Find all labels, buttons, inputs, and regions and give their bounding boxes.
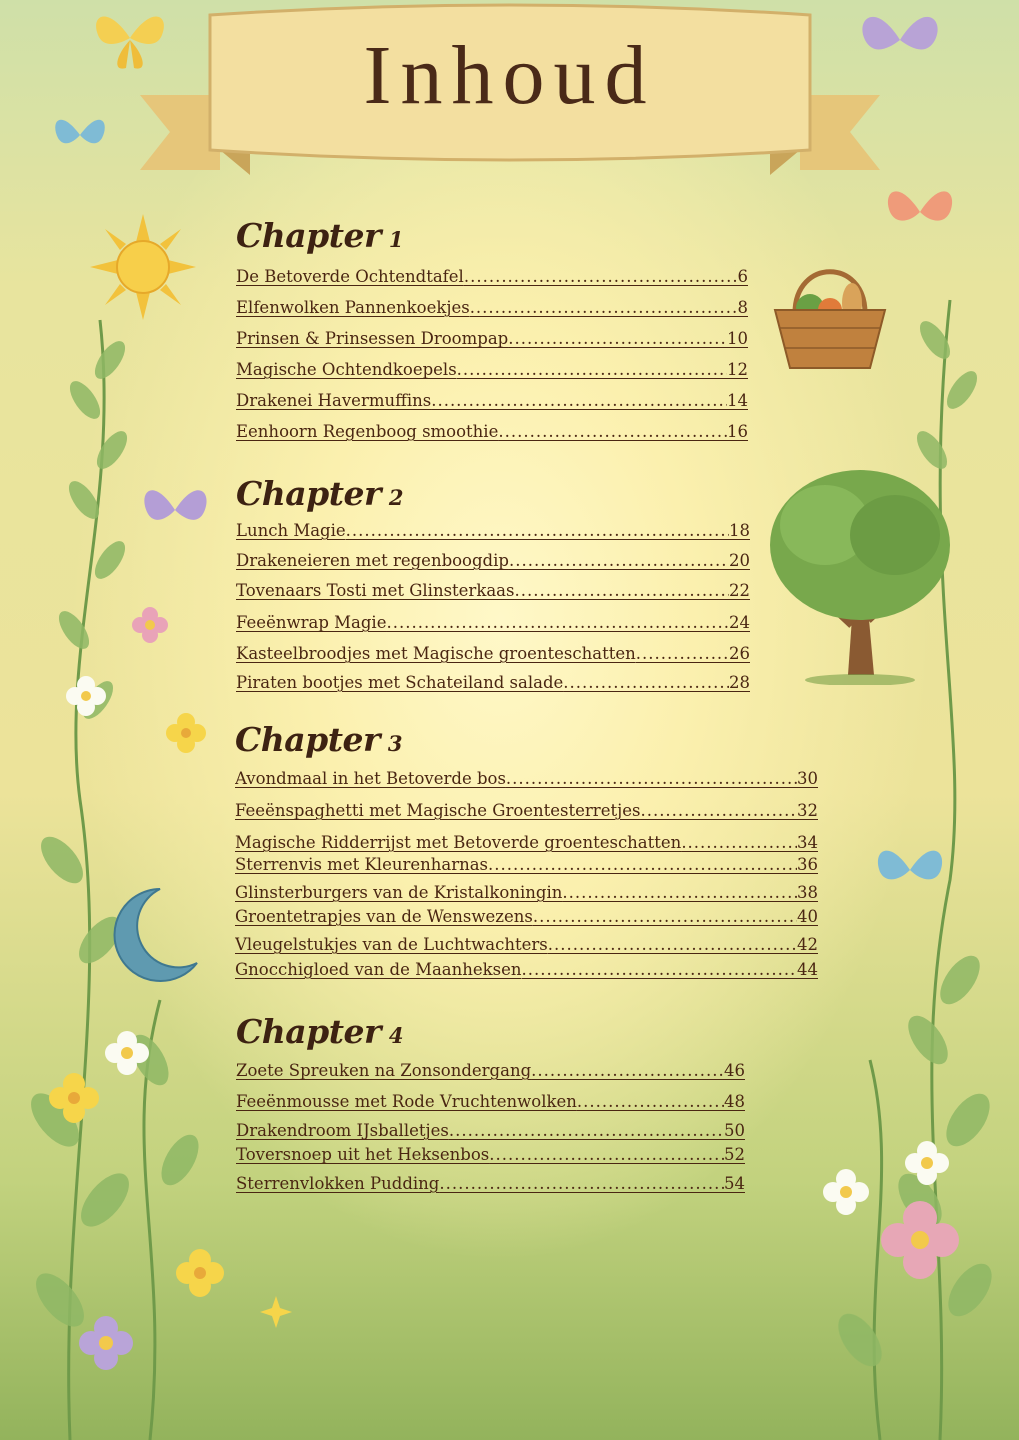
leader-dots — [640, 798, 797, 824]
entry-page: 14 — [727, 391, 748, 410]
entry-page: 10 — [727, 329, 748, 348]
chapter-heading — [235, 716, 818, 764]
entry-title: Magische Ridderrijst met Betoverde groenteschatten — [235, 833, 682, 852]
toc-entry[interactable] — [236, 357, 748, 383]
flower-icon — [165, 712, 207, 754]
toc-entry[interactable] — [236, 610, 750, 636]
chapter-1 — [236, 212, 748, 445]
flower-icon — [880, 1200, 960, 1280]
leader-dots — [498, 419, 727, 445]
entry-page: 34 — [797, 833, 818, 852]
entry-title: Gnocchigloed van de Maanheksen — [235, 960, 522, 979]
leader-dots — [488, 852, 797, 878]
toc-entry[interactable] — [236, 1058, 745, 1084]
entry-page: 38 — [797, 883, 818, 902]
toc-entry[interactable] — [236, 295, 748, 321]
flower-icon — [65, 675, 107, 717]
chapter-heading — [236, 470, 750, 518]
toc-entry[interactable] — [236, 1142, 745, 1168]
entry-title: Drakendroom IJsballetjes — [236, 1121, 449, 1140]
toc-entry[interactable] — [236, 670, 750, 696]
leader-dots — [508, 326, 727, 352]
leader-dots — [531, 1058, 724, 1084]
sun-icon — [88, 212, 198, 322]
chapter-number: 1 — [388, 227, 403, 252]
entry-title: Piraten bootjes met Schateiland salade — [236, 673, 564, 692]
toc-entry[interactable] — [236, 326, 748, 352]
butterfly-icon — [138, 470, 213, 550]
leader-dots — [489, 1142, 724, 1168]
toc-entry[interactable] — [235, 957, 818, 983]
butterfly-icon — [870, 832, 950, 907]
entry-title: Glinsterburgers van de Kristalkoningin — [235, 883, 563, 902]
entry-title: Prinsen & Prinsessen Droompap — [236, 329, 509, 348]
star-icon — [258, 1294, 294, 1330]
entry-title: Feeënwrap Magie — [236, 613, 387, 632]
entry-title: Lunch Magie — [236, 521, 346, 540]
leader-dots — [563, 670, 729, 696]
entry-page: 20 — [729, 551, 750, 570]
flower-icon — [175, 1248, 225, 1298]
leader-dots — [562, 880, 797, 906]
page-title: Inhoud — [363, 29, 656, 122]
entry-page: 48 — [724, 1092, 745, 1111]
toc-entry[interactable] — [236, 1089, 745, 1115]
tree-icon — [760, 455, 960, 685]
toc-entry[interactable] — [235, 798, 818, 824]
entry-title: Zoete Spreuken na Zonsondergang — [236, 1061, 532, 1080]
toc-entry[interactable] — [236, 264, 748, 290]
entry-title: De Betoverde Ochtendtafel — [236, 267, 464, 286]
toc-entry[interactable] — [236, 578, 750, 604]
entry-page: 28 — [729, 673, 750, 692]
flower-icon — [78, 1315, 134, 1371]
entry-page: 42 — [797, 935, 818, 954]
chapter-3 — [235, 716, 818, 983]
chapter-label: Chapter — [235, 720, 380, 759]
entry-page: 8 — [737, 298, 748, 317]
moon-icon — [105, 885, 200, 985]
chapter-4 — [236, 1008, 745, 1197]
toc-entry[interactable] — [236, 1118, 745, 1144]
entry-title: Feeënspaghetti met Magische Groentesterretjes — [235, 801, 641, 820]
entry-title: Kasteelbroodjes met Magische groenteschatten — [236, 644, 636, 663]
toc-entry[interactable] — [235, 880, 818, 906]
entry-page: 24 — [729, 613, 750, 632]
entry-title: Tovenaars Tosti met Glinsterkaas — [236, 581, 515, 600]
entry-title: Drakenei Havermuffins — [236, 391, 432, 410]
entry-page: 22 — [729, 581, 750, 600]
entry-title: Groentetrapjes van de Wenswezens — [235, 907, 533, 926]
entry-page: 16 — [727, 422, 748, 441]
leader-dots — [506, 766, 797, 792]
entry-page: 12 — [727, 360, 748, 379]
chapter-number: 3 — [387, 731, 402, 756]
toc-entry[interactable] — [236, 518, 750, 544]
chapter-number: 2 — [388, 485, 403, 510]
leader-dots — [464, 264, 738, 290]
chapter-heading — [236, 1008, 745, 1056]
leader-dots — [636, 641, 729, 667]
leader-dots — [548, 932, 797, 958]
chapter-heading — [236, 212, 748, 260]
entry-page: 50 — [724, 1121, 745, 1140]
entry-title: Avondmaal in het Betoverde bos — [235, 769, 506, 788]
leader-dots — [439, 1171, 724, 1197]
flower-icon — [130, 605, 170, 645]
leader-dots — [431, 388, 727, 414]
entry-page: 6 — [737, 267, 748, 286]
toc-entry[interactable] — [235, 766, 818, 792]
entry-page: 36 — [797, 855, 818, 874]
leader-dots — [514, 578, 729, 604]
entry-title: Elfenwolken Pannenkoekjes — [236, 298, 470, 317]
leader-dots — [449, 1118, 724, 1144]
chapter-2 — [236, 470, 750, 696]
entry-title: Sterrenvlokken Pudding — [236, 1174, 440, 1193]
entry-page: 18 — [729, 521, 750, 540]
entry-title: Magische Ochtendkoepels — [236, 360, 457, 379]
entry-title: Feeënmousse met Rode Vruchtenwolken — [236, 1092, 577, 1111]
flower-icon — [822, 1168, 870, 1216]
toc-entry[interactable] — [236, 548, 750, 574]
chapter-label: Chapter — [236, 216, 381, 255]
entry-page: 54 — [724, 1174, 745, 1193]
leader-dots — [577, 1089, 724, 1115]
leader-dots — [386, 610, 729, 636]
entry-title: Sterrenvis met Kleurenharnas — [235, 855, 489, 874]
leader-dots — [346, 518, 729, 544]
flower-icon — [904, 1140, 950, 1186]
leader-dots — [470, 295, 738, 321]
entry-page: 44 — [797, 960, 818, 979]
toc-entry[interactable] — [236, 388, 748, 414]
toc-entry[interactable] — [235, 852, 818, 878]
basket-icon — [770, 258, 890, 378]
entry-page: 30 — [797, 769, 818, 788]
toc-entry[interactable] — [235, 932, 818, 958]
toc-entry[interactable] — [236, 641, 750, 667]
entry-page: 32 — [797, 801, 818, 820]
flower-icon — [104, 1030, 150, 1076]
toc-entry[interactable] — [235, 904, 818, 930]
entry-title: Toversnoep uit het Heksenbos — [236, 1145, 490, 1164]
chapter-label: Chapter — [236, 474, 381, 513]
entry-page: 46 — [724, 1061, 745, 1080]
flower-icon — [48, 1072, 100, 1124]
chapter-number: 4 — [388, 1023, 403, 1048]
leader-dots — [509, 548, 729, 574]
entry-title: Eenhoorn Regenboog smoothie — [236, 422, 499, 441]
entry-page: 52 — [724, 1145, 745, 1164]
entry-page: 26 — [729, 644, 750, 663]
leader-dots — [522, 957, 797, 983]
toc-entry[interactable] — [236, 419, 748, 445]
butterfly-icon — [880, 170, 960, 255]
leader-dots — [533, 904, 797, 930]
leader-dots — [457, 357, 727, 383]
entry-page: 40 — [797, 907, 818, 926]
chapter-label: Chapter — [236, 1012, 381, 1051]
toc-entry[interactable] — [236, 1171, 745, 1197]
entry-title: Drakeneieren met regenboogdip — [236, 551, 509, 570]
entry-title: Vleugelstukjes van de Luchtwachters — [235, 935, 548, 954]
